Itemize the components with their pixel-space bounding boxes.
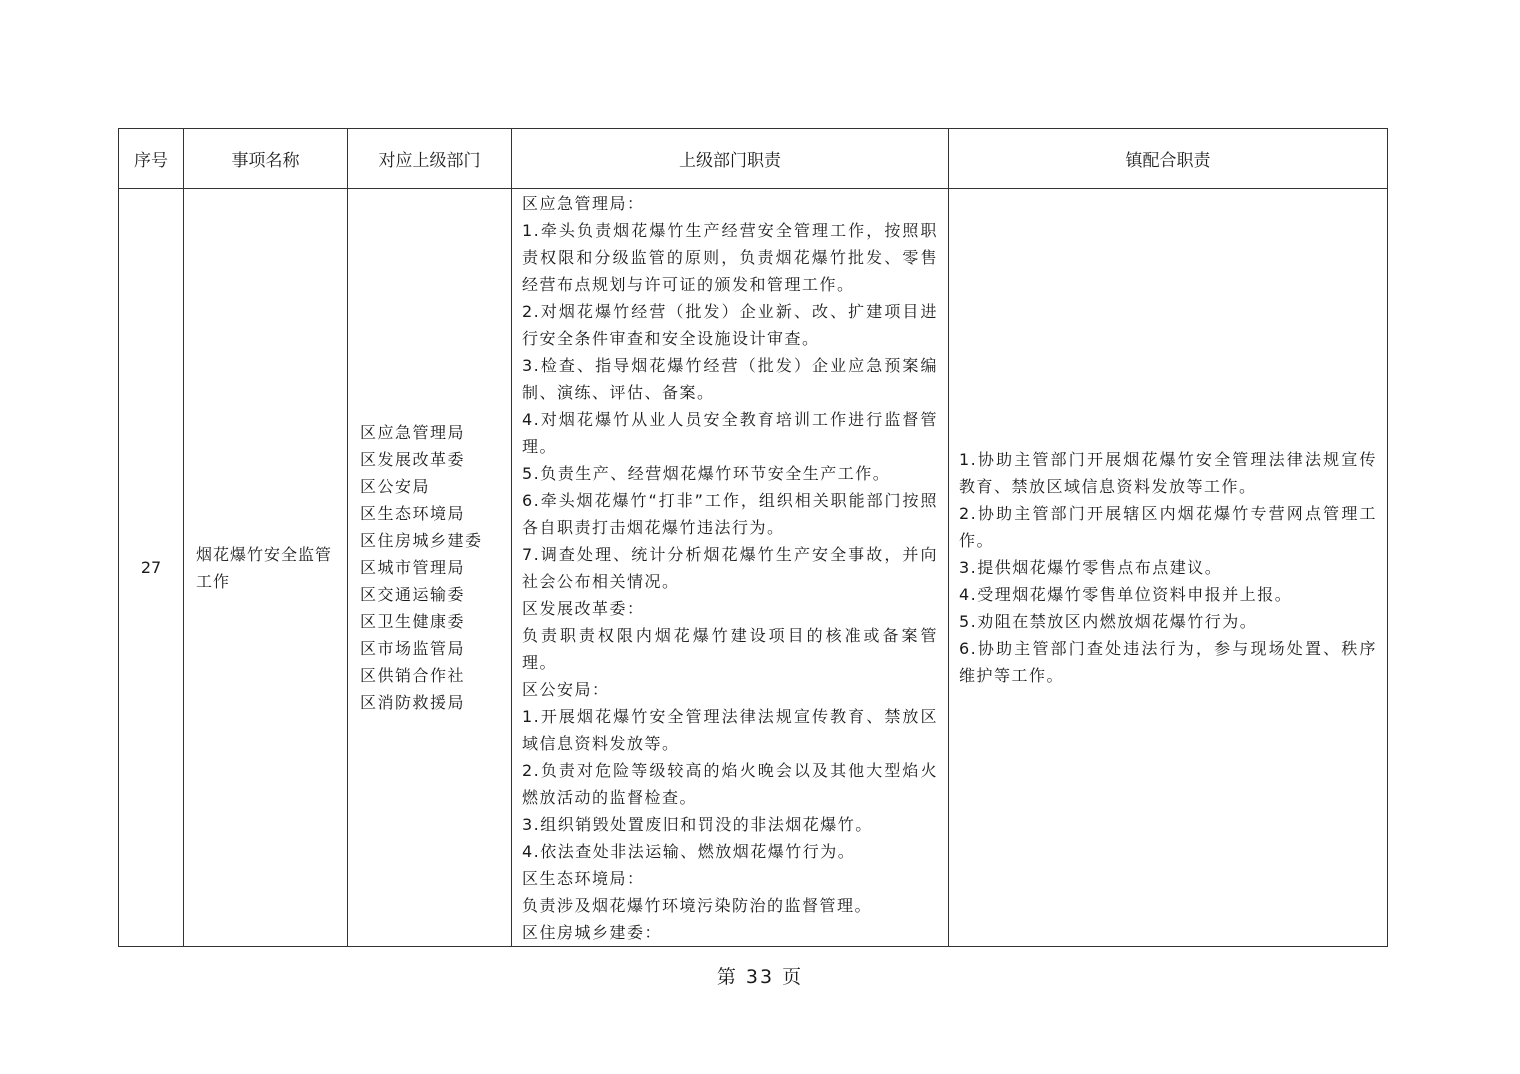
row-superior-duties <box>512 189 949 947</box>
department-item: 区应急管理局 <box>360 423 466 442</box>
duty-table <box>118 128 1388 947</box>
table-header-row <box>119 129 1388 189</box>
duty-item: 3.组织销毁处置废旧和罚没的非法烟花爆竹。 <box>522 815 873 834</box>
duty-item: 2.对烟花爆竹经营（批发）企业新、改、扩建项目进行安全条件审查和安全设施设计审查。 <box>522 302 938 348</box>
department-item: 区住房城乡建委 <box>360 531 483 550</box>
page-prefix: 第 <box>716 966 738 988</box>
table-row <box>119 189 1388 947</box>
duty-item: 4.对烟花爆竹从业人员安全教育培训工作进行监督管理。 <box>522 410 938 456</box>
header-superior-duties: 上级部门职责 <box>512 129 949 189</box>
town-duty-item: 4.受理烟花爆竹零售单位资料申报并上报。 <box>959 585 1293 604</box>
duty-item: 4.依法查处非法运输、燃放烟花爆竹行为。 <box>522 842 856 861</box>
duty-section-heading: 区住房城乡建委： <box>522 923 663 942</box>
duty-item: 2.负责对危险等级较高的焰火晚会以及其他大型焰火燃放活动的监督检查。 <box>522 761 938 807</box>
town-duty-item: 6.协助主管部门查处违法行为，参与现场处置、秩序维护等工作。 <box>959 639 1377 685</box>
page-number: 33 <box>745 966 775 988</box>
duty-section-heading: 区应急管理局： <box>522 194 645 213</box>
row-item-name: 烟花爆竹安全监管工作 <box>184 189 348 947</box>
duty-section-heading: 区发展改革委： <box>522 599 645 618</box>
department-item: 区公安局 <box>360 477 431 496</box>
header-superior-department: 对应上级部门 <box>348 129 512 189</box>
duty-item: 负责职责权限内烟花爆竹建设项目的核准或备案管理。 <box>522 626 938 672</box>
row-town-duties <box>949 189 1388 947</box>
department-item: 区生态环境局 <box>360 504 466 523</box>
duty-item: 5.负责生产、经营烟花爆竹环节安全生产工作。 <box>522 464 891 483</box>
header-serial-number: 序号 <box>119 129 184 189</box>
department-item: 区发展改革委 <box>360 450 466 469</box>
row-departments <box>348 189 512 947</box>
department-item: 区城市管理局 <box>360 558 466 577</box>
duty-item: 1.开展烟花爆竹安全管理法律法规宣传教育、禁放区域信息资料发放等。 <box>522 707 938 753</box>
header-item-name: 事项名称 <box>184 129 348 189</box>
duty-item: 3.检查、指导烟花爆竹经营（批发）企业应急预案编制、演练、评估、备案。 <box>522 356 938 402</box>
duty-section-heading: 区生态环境局： <box>522 869 645 888</box>
department-item: 区交通运输委 <box>360 585 466 604</box>
department-item: 区供销合作社 <box>360 666 466 685</box>
duty-item: 负责涉及烟花爆竹环境污染防治的监督管理。 <box>522 896 873 915</box>
duty-item: 1.牵头负责烟花爆竹生产经营安全管理工作，按照职责权限和分级监管的原则，负责烟花爆竹批发、零售经营布点规划与许可证的颁发和管理工作。 <box>522 221 938 294</box>
department-item: 区消防救援局 <box>360 693 466 712</box>
page-suffix: 页 <box>782 966 804 988</box>
town-duty-item: 5.劝阻在禁放区内燃放烟花爆竹行为。 <box>959 612 1258 631</box>
row-serial-number: 27 <box>119 189 184 947</box>
town-duty-item: 3.提供烟花爆竹零售点布点建议。 <box>959 558 1223 577</box>
duty-item: 7.调查处理、统计分析烟花爆竹生产安全事故，并向社会公布相关情况。 <box>522 545 938 591</box>
town-duty-item: 2.协助主管部门开展辖区内烟花爆竹专营网点管理工作。 <box>959 504 1377 550</box>
duty-item: 6.牵头烟花爆竹“打非”工作，组织相关职能部门按照各自职责打击烟花爆竹违法行为。 <box>522 491 938 537</box>
town-duty-item: 1.协助主管部门开展烟花爆竹安全管理法律法规宣传教育、禁放区域信息资料发放等工作。 <box>959 450 1377 496</box>
duty-section-heading: 区公安局： <box>522 680 610 699</box>
department-item: 区卫生健康委 <box>360 612 466 631</box>
department-item: 区市场监管局 <box>360 639 466 658</box>
header-town-duties: 镇配合职责 <box>949 129 1388 189</box>
page-footer <box>0 962 1520 989</box>
